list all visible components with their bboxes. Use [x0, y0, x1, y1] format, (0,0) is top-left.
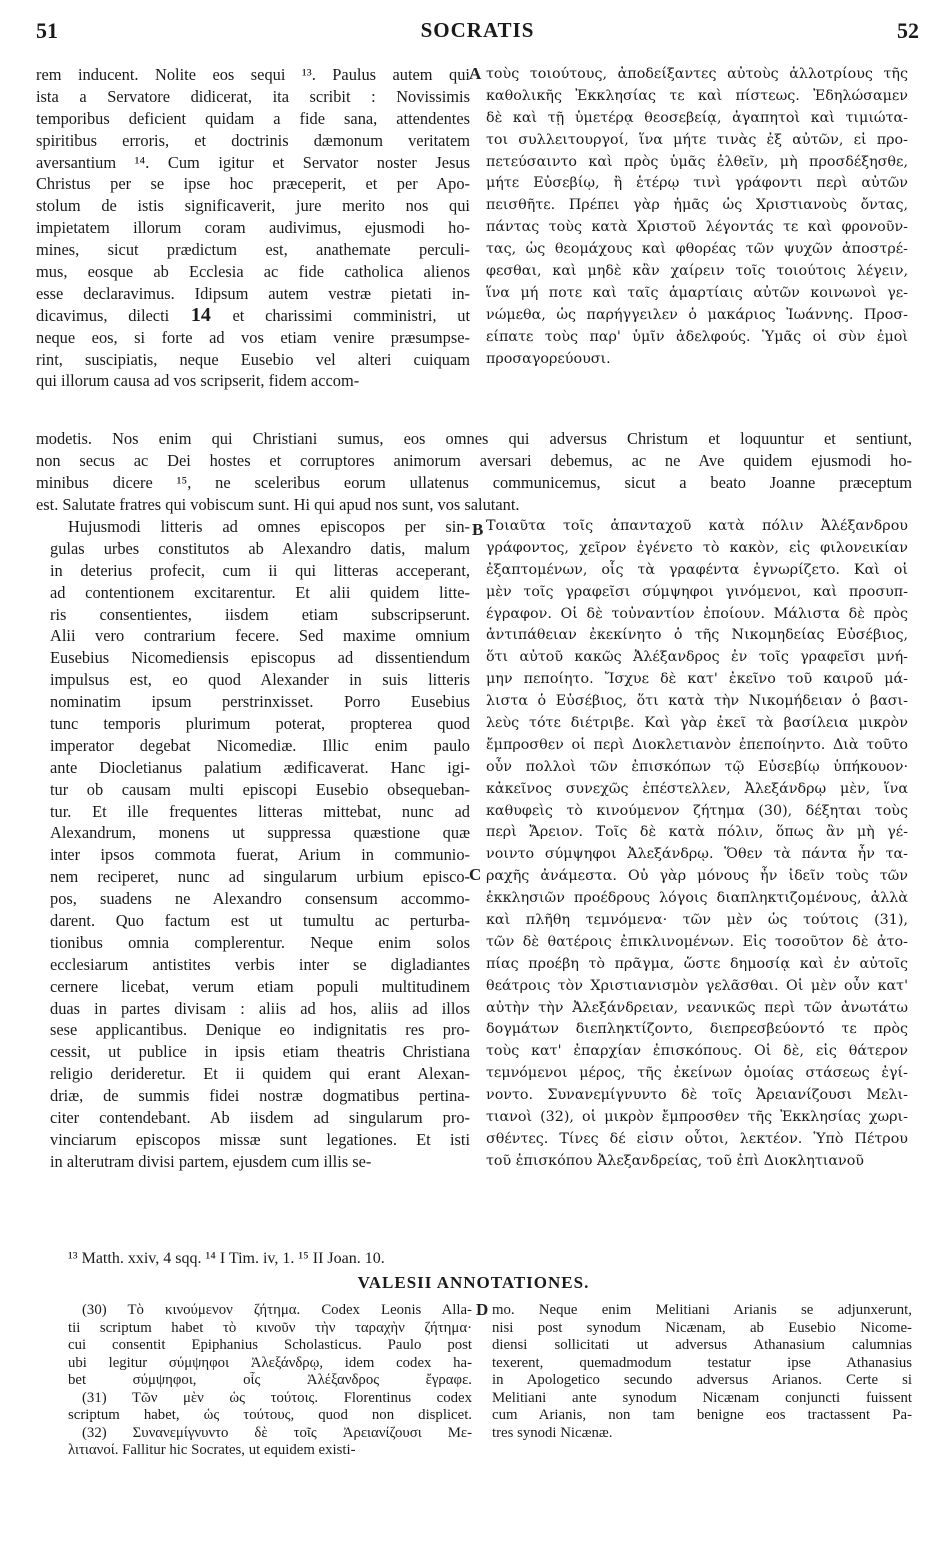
- latin-column-main: [50, 516, 470, 1173]
- annotation-line: diensi sollicitati ut adversus Athanasium calumnias: [492, 1337, 912, 1353]
- greek-text-line: καθυφεὶς τὸ κινούμενον ζήτημα (30), δέξηται τοὺς: [486, 802, 908, 819]
- latin-text-line: religio derideretur. Et ii quidem qui erant Alexan-: [50, 1064, 470, 1084]
- latin-text-line: temporibus deficient quidam a fide sana, attendentes: [36, 108, 470, 128]
- latin-text-line: ista a Servatore didicerat, ita scribit : Novissimis: [36, 86, 470, 106]
- latin-text-line: neque eos, si forte ad vos etiam venire præsumpse-: [36, 327, 470, 347]
- latin-text-line: citer contendebant. Ab iisdem ad singularum pro-: [50, 1108, 470, 1128]
- greek-text-line: τιανοὶ (32), οἱ μικρὸν ἔμπροσθεν τῆς Ἐκκλησίας χωρι-: [486, 1109, 908, 1126]
- latin-text-line: spiritibus erroris, et doctrinis dæmonum veritatem: [36, 130, 470, 150]
- annotation-line: (30) Τὸ κινούμενον ζήτημα. Codex Leonis Alla-: [82, 1302, 472, 1318]
- latin-text-line: cessit, ut publice in ipsis etiam theatris Christiana: [50, 1042, 470, 1062]
- latin-text-line-tail: et charissimi comministri, ut: [232, 305, 470, 325]
- greek-text-line: καθολικῆς Ἐκκλησίας τε καὶ πίστεως. Ἐδηλώσαμεν: [486, 87, 908, 104]
- annotation-line: λιτιανοί. Fallitur hic Socrates, ut equidem existi-: [68, 1442, 356, 1458]
- greek-text-line: νοντο. Συνανεμίγνυντο δὲ τοῖς Ἀρειανίζουσι Μελι-: [486, 1087, 908, 1104]
- greek-text-line: νοιντο σύμψηφοι Ἀλεξάνδρῳ. Ὅθεν τὰ πάντα ἦν τα-: [486, 846, 908, 863]
- latin-text-line: impietatem illorum coram audivimus, ejusmodi ho-: [36, 218, 470, 238]
- latin-text-line: ante Diocletianus palatium ædificaverat. Hanc igi-: [50, 757, 470, 777]
- latin-text-line: tionibus omnia complerentur. Neque enim solos: [50, 932, 470, 952]
- annotation-line: texerent, quemadmodum testatur ipse Athanasius: [492, 1354, 912, 1371]
- greek-text-line: πάντας τοὺς κατὰ Χριστοῦ λέγοντάς τε καὶ φρονοῦν-: [486, 219, 908, 236]
- full-width-text: [36, 428, 912, 516]
- section-marker-d: D: [476, 1300, 489, 1319]
- greek-text-line: πετεύσαιντο καὶ πρὸς ὑμᾶς ἐλθεῖν, μὴ προσδέξησθε,: [486, 153, 908, 170]
- latin-text-line: Eusebius Nicomediensis episcopus ad dissentiendum: [50, 648, 470, 668]
- latin-text-line: ad contentionem excitarentur. Et alii quidem litte-: [50, 582, 470, 602]
- greek-text-line: μήτε Εὐσεβίῳ, ἢ ἑτέρῳ τινὶ γράφοντι περὶ αὐτῶν: [486, 175, 908, 192]
- greek-text-line: τεμνόμενοι μέρος, τῆς ἐκείνων ὁμοίας στάσεως ἐγί-: [486, 1065, 908, 1082]
- latin-text-line: tur. Et ille frequentes litteras mittebat, nunc ad: [50, 801, 470, 821]
- greek-text-line: λεὺς τότε διέτριβε. Καὶ γὰρ ἐκεῖ τὰ βασίλεια μικρὸν: [486, 715, 908, 732]
- section-marker-b: B: [472, 520, 484, 539]
- greek-text-line: τοι συλλειτουργοί, ἵνα μήτε τινὰς ἐξ αὐτῶν, εἰ προ-: [486, 131, 908, 148]
- greek-text-line: καὶ πλῆθη τεμνόμενα· τῶν μὲν ὡς τούτοις (31),: [486, 912, 908, 929]
- greek-text-line: γράφοντος, χεῖρον ἐγένετο τὸ κακὸν, εἰς φιλονεικίαν: [486, 539, 908, 556]
- greek-text-line: τοὺς τοιούτους, ἀποδείξαντες αὐτοὺς ἀλλοτρίους τῆς: [486, 66, 908, 82]
- latin-text-line: stolum de istis significaverit, jure merito nos qui: [36, 196, 470, 216]
- latin-text-line: est. Salutate fratres qui vobiscum sunt. Hi qui apud nos sunt, vos salutant.: [36, 494, 520, 514]
- annotations-left-column: [68, 1302, 472, 1460]
- latin-text-line: modetis. Nos enim qui Christiani sumus, eos omnes qui adversus Christum et loquuntur et sentiunt,: [36, 429, 912, 448]
- greek-text-line: ἵνα μή ποτε καὶ ταῖς ἁμαρτίαις αὐτῶν κοινωνοὶ γε-: [486, 284, 908, 301]
- latin-text-line: tunc temporis plurimum poterat, propterea quod: [50, 714, 470, 734]
- greek-text-line: μην πεποίητο. Ἴσχυε δὲ κατ' ἐκεῖνο τοῦ καιροῦ μά-: [486, 671, 908, 688]
- latin-text-line: nominatim ipsum perstrinxisset. Porro Eusebius: [50, 692, 470, 712]
- greek-column-main: [486, 516, 908, 1173]
- latin-text-line: inter ipsos commota fuerat, Arium in communio-: [50, 845, 470, 865]
- latin-text-line: driæ, de summis fidei nostræ dogmatibus pertina-: [50, 1086, 470, 1106]
- footnotes: ¹³ Matth. xxiv, 4 sqq. ¹⁴ I Tim. iv, 1. ¹⁵ II Joan. 10.: [68, 1250, 385, 1267]
- greek-text-line: θεάτροις τὸν Χριστιανισμὸν γελᾶσθαι. Οἱ μὲν οὖν κατ': [486, 977, 908, 994]
- latin-text-line: ecclesiarum antistites verbis inter se digladiantes: [50, 954, 470, 974]
- latin-text-line: mines, sicut prædictum est, anathemate perculi-: [36, 240, 470, 260]
- latin-text-line: mus, eosque ab Ecclesia ac fide catholica alienos: [36, 262, 470, 282]
- greek-text-line: ἐκκλησιῶν προέδρους λόγοις διαπληκτιζομένους, ἀλλὰ: [486, 890, 908, 907]
- latin-text-line: tur ob causam multi episcopi Eusebio obsequeban-: [50, 779, 470, 799]
- greek-text-line: δογμάτων διεπληκτίζοντο, διεπρεσβεύοντό τε πρὸς: [486, 1021, 908, 1038]
- latin-column-top: [36, 64, 470, 392]
- latin-text-line: duas in partes divisam : aliis ad hos, aliis ad illos: [50, 998, 470, 1018]
- latin-text-line: gulas urbes constitutos ab Alexandro datis, malum: [50, 538, 470, 558]
- greek-text-line: τοῦ ἐπισκόπου Ἀλεξανδρείας, τοῦ ἐπὶ Διοκλητιανοῦ: [486, 1152, 864, 1169]
- annotation-line: cui consentit Epiphanius Scholasticus. Paulo post: [68, 1337, 472, 1353]
- greek-text-line: λιστα ὁ Εὐσέβιος, ὅτι κατὰ τὴν Νικομήδειαν ὁ βασι-: [486, 693, 908, 710]
- latin-text-line: ris consentientes, iisdem etiam subscripserunt.: [50, 604, 470, 624]
- annotation-line: scriptum habet, ὡς τούτους, quod non displicet.: [68, 1407, 472, 1423]
- greek-text-line: οὖν πολλοὶ τῶν ἐπισκόπων τῷ Εὐσεβίῳ ὑπήκουον·: [486, 758, 908, 775]
- right-page-number: 52: [897, 18, 919, 43]
- latin-text-line: nem reciperet, nunc ad singularum urbium episco-: [50, 867, 470, 887]
- latin-text-line: sese applicantibus. Denique eo indignitatis res pro-: [50, 1020, 470, 1040]
- greek-text-line: πεισθῆτε. Πρέπει γὰρ ἡμᾶς ὡς Χριστιανοὺς ὄντας,: [486, 197, 908, 214]
- annotation-line: (32) Συνανεμίγνυντο δὲ τοῖς Ἀρειανίζουσι Με-: [82, 1424, 472, 1441]
- annotation-line: bet σύμψηφοι, οἷς Ἀλέξανδρος ἔγραφε.: [68, 1372, 472, 1388]
- annotation-line: mo. Neque enim Melitiani Arianis se adjunxerunt,: [492, 1302, 912, 1318]
- annotations-heading: VALESII ANNOTATIONES.: [357, 1273, 590, 1292]
- latin-text-line: darent. Quo factum est ut tumultu ac perturba-: [50, 911, 470, 931]
- greek-text-line: σθέντες. Τίνες δέ εἰσιν οὗτοι, λεκτέον. Ὑπὸ Πέτρου: [486, 1130, 908, 1147]
- greek-text-line: προσαγορεύουσι.: [486, 350, 611, 367]
- page-header: [36, 18, 919, 58]
- latin-text-line: impulsus est, eo quod Alexander in suis litteris: [50, 670, 470, 690]
- latin-text-line: pos, suadens ne Alexandro consensum accommo-: [50, 889, 470, 909]
- latin-text-line: Alii vero contrarium fecere. Sed maxime omnium: [50, 626, 470, 646]
- greek-text-line: δὲ καὶ τῇ ὑμετέρᾳ θεοσεβείᾳ, ἀγαπητοὶ καὶ τιμιώτα-: [486, 109, 908, 126]
- latin-text-line: imperator degebat Nicomediæ. Illic enim paulo: [50, 735, 470, 755]
- annotation-line: (31) Τῶν μὲν ὡς τούτοις. Florentinus codex: [82, 1389, 472, 1406]
- greek-text-line: νώμεθα, ὡς παρήγγειλεν ὁ μακάριος Ἰωάννης. Προσ-: [486, 306, 908, 323]
- greek-text-line: ὅτι αὐτοῦ κακῶς Ἀλέξανδρος ἐν τοῖς γραφεῖσι μνή-: [486, 649, 908, 666]
- greek-text-line: τοὺς κατ' ἐπαρχίαν ἐπισκόπους. Οἱ δὲ, εἰς θάτερον: [486, 1043, 908, 1060]
- greek-text-line: τῶν δὲ θατέροις ἐπικλινομένων. Εἰς τοσοῦτον δὲ ἀτο-: [486, 933, 908, 950]
- greek-text-line: έγραφον. Οἱ δὲ τοὐναντίον ἐποίουν. Μάλιστα δὲ πρὸς: [486, 605, 908, 622]
- greek-text-line: τας, ὡς θεομάχους καὶ φθορέας τῶν ψυχῶν ἀποστρέ-: [486, 241, 908, 258]
- running-title: SOCRATIS: [420, 18, 535, 42]
- latin-text-line: Hujusmodi litteris ad omnes episcopos per sin-: [68, 517, 470, 536]
- annotation-line: tii scriptum habet τὸ κινοῦν τὴν ταραχὴν ζήτημα·: [68, 1319, 472, 1336]
- latin-text-line: qui illorum causa ad vos scripserit, fidem accom-: [36, 371, 360, 391]
- greek-text-line: κἀκεῖνος συνεχῶς ἐπέστελλεν, Ἀλεξάνδρῳ μὲν, ἵνα: [486, 780, 908, 797]
- latin-text-line: rem inducent. Nolite eos sequi ¹³. Paulus autem qui: [36, 65, 470, 84]
- greek-text-line: ἐξαπτομένων, οἷς τὰ γραφέντα ἐγνωρίζετο. Καὶ οἱ: [486, 561, 908, 578]
- section-marker-c: C: [469, 865, 482, 884]
- greek-text-line: Τοιαῦτα τοῖς ἁπανταχοῦ κατὰ πόλιν Ἀλέξανδρου: [486, 518, 908, 534]
- latin-text-line: minibus dicere ¹⁵, ne sceleribus eorum ullatenus communicemus, sicut a beato Joanne præceptum: [36, 472, 912, 492]
- annotation-line: cum Arianis, non tam benigne eos tractassent Pa-: [492, 1407, 912, 1423]
- latin-text-line: Christus per se ipse hoc præceperit, et per Apo-: [36, 174, 470, 194]
- latin-text-line: in alterutram divisi partem, ejusdem cum illis se-: [50, 1151, 372, 1171]
- annotation-line: nisi post synodum Nicænam, ab Eusebio Nicome-: [492, 1319, 912, 1336]
- inline-marker-number: 14: [169, 304, 233, 326]
- annotation-line: in Apologetico secundo adversus Arianos. Certe si: [492, 1372, 912, 1388]
- latin-text-line: cernere licebat, verum etiam populi multitudinem: [50, 976, 470, 996]
- latin-text-line: dicavimus, dilecti 14 et charissimi comministri, ut: [36, 304, 470, 326]
- latin-text-line: aversantium ¹⁴. Cum igitur et Servator noster Jesus: [36, 152, 470, 172]
- greek-text-line: περὶ Ἄρειον. Τοῖς δὲ κατὰ πόλιν, ὅπως ἂν μὴ γέ-: [486, 824, 908, 841]
- greek-text-line: φεσθαι, καὶ μηδὲ κἂν χαίρειν τοῖς τοιούτοις λέγειν,: [486, 263, 908, 280]
- annotation-line: tres synodi Nicænæ.: [492, 1424, 613, 1441]
- greek-text-line: ραχῆς ἀνάμεστα. Οὐ γὰρ μόνους ἦν ἰδεῖν τοὺς τῶν: [486, 868, 908, 885]
- greek-text-line: ἀντιπάθειαν ἐκεκίνητο ὁ τῆς Νικομηδείας Εὐσέβιος,: [486, 627, 908, 644]
- annotation-line: ubi legitur σύμψηφοι Ἀλεξάνδρῳ, idem codex ha-: [68, 1354, 472, 1371]
- annotations-right-column: [492, 1302, 912, 1442]
- latin-text-line: Alexandrum, monens ut suppressa quæstione quæ: [50, 823, 470, 843]
- latin-text-line: non secus ac Dei hostes et corruptores animorum aversari debemus, ac ne Ave quidem ejusmodi ho-: [36, 450, 912, 470]
- latin-text-line: vinciarum episcopos missæ sunt legationes. Et isti: [50, 1129, 470, 1149]
- left-page-number: 51: [36, 18, 58, 43]
- greek-text-line: πίας προέβη τὸ πρᾶγμα, ὥστε δημοσίᾳ καὶ ἐν αὐτοῖς: [486, 955, 908, 972]
- latin-text-line: in deterius profecit, cum ii qui litteras acceperant,: [50, 560, 470, 580]
- greek-column-top: [486, 64, 908, 370]
- greek-text-line: ἔμπροσθεν οἱ περὶ Διοκλετιανὸν ἐπεποίηντο. Διὰ τοῦτο: [486, 736, 908, 753]
- greek-text-line: αὐτὴν τὴν Ἀλεξάνδρειαν, νεανικῶς περὶ τῶν ἀνωτάτω: [486, 999, 908, 1016]
- latin-text-line: esse declaravimus. Idipsum autem vestræ pietati in-: [36, 283, 470, 303]
- annotation-line: Melitiani ante synodum Nicænam conjuncti fuissent: [492, 1389, 912, 1406]
- greek-text-line: είπατε τοὺς παρ' ὑμῖν ἀδελφούς. Ὑμᾶς οἱ σὺν ἐμοὶ: [486, 328, 908, 345]
- section-marker-a: A: [469, 64, 482, 83]
- latin-text-line: rint, suscipiatis, neque Eusebio vel alteri cuiquam: [36, 349, 470, 369]
- greek-text-line: μὲν τοῖς γραφεῖσι σύμψηφοι γινόμενοι, καὶ προσυπ-: [486, 583, 908, 600]
